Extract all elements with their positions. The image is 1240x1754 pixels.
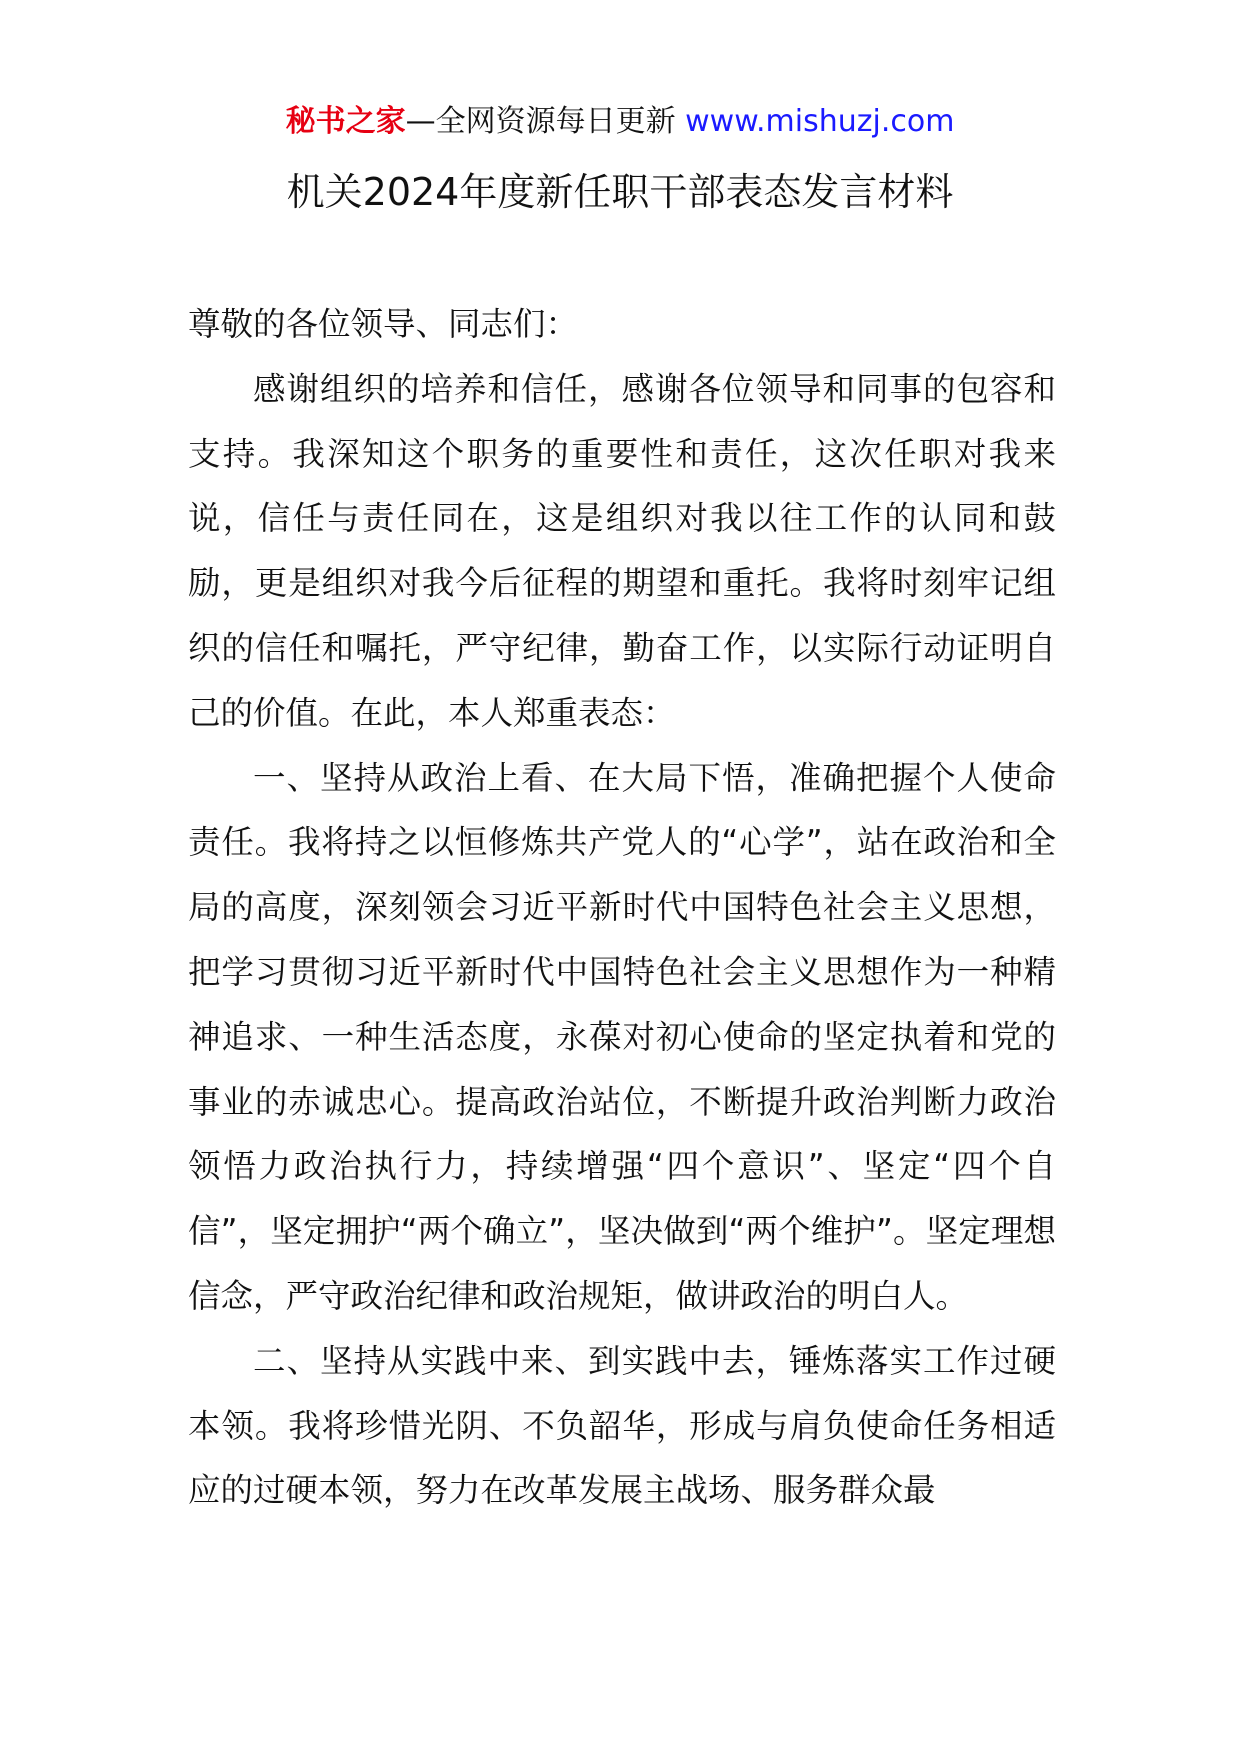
paragraph-intro: 感谢组织的培养和信任，感谢各位领导和同事的包容和支持。我深知这个职务的重要性和责任，这次任职对我来说，信任与责任同在，这是组织对我以往工作的认同和鼓励，更是组织对我今后征程的期望和重托。我将时刻牢记组织的信任和嘱托，严守纪律，勤奋工作，以实际行动证明自己的价值。在此，本人郑重表态： <box>188 369 1056 732</box>
document-title: 机关2024年度新任职干部表态发言材料 <box>286 170 954 214</box>
paragraph-point-one: 一、坚持从政治上看、在大局下悟，准确把握个人使命责任。我将持之以恒修炼共产党人的“心学”，站在政治和全局的高度，深刻领会习近平新时代中国特色社会主义思想，把学习贯彻习近平新时代中国特色社会主义思想作为一种精神追求、一种生活态度，永葆对初心使命的坚定执着和党的事业的赤诚忠心。提高政治站位，不断提升政治判断力政治领悟力政治执行力，持续增强“四个意识”、坚定“四个自信”，坚定拥护“两个确立”，坚决做到“两个维护”。坚定理想信念，严守政治纪律和政治规矩，做讲政治的明白人。 <box>188 758 1056 1315</box>
site-header <box>0 100 1240 144</box>
paragraph-point-two: 二、坚持从实践中来、到实践中去，锤炼落实工作过硬本领。我将珍惜光阴、不负韶华，形成与肩负使命任务相适应的过硬本领，努力在改革发展主战场、服务群众最 <box>188 1341 1056 1510</box>
brand-name: 秘书之家 <box>285 104 406 139</box>
salutation: 尊敬的各位领导、同志们： <box>188 305 579 343</box>
document-body <box>188 292 1056 1523</box>
site-url-link[interactable]: www.mishuzj.com <box>685 104 955 139</box>
header-tagline: —全网资源每日更新 <box>405 104 676 139</box>
